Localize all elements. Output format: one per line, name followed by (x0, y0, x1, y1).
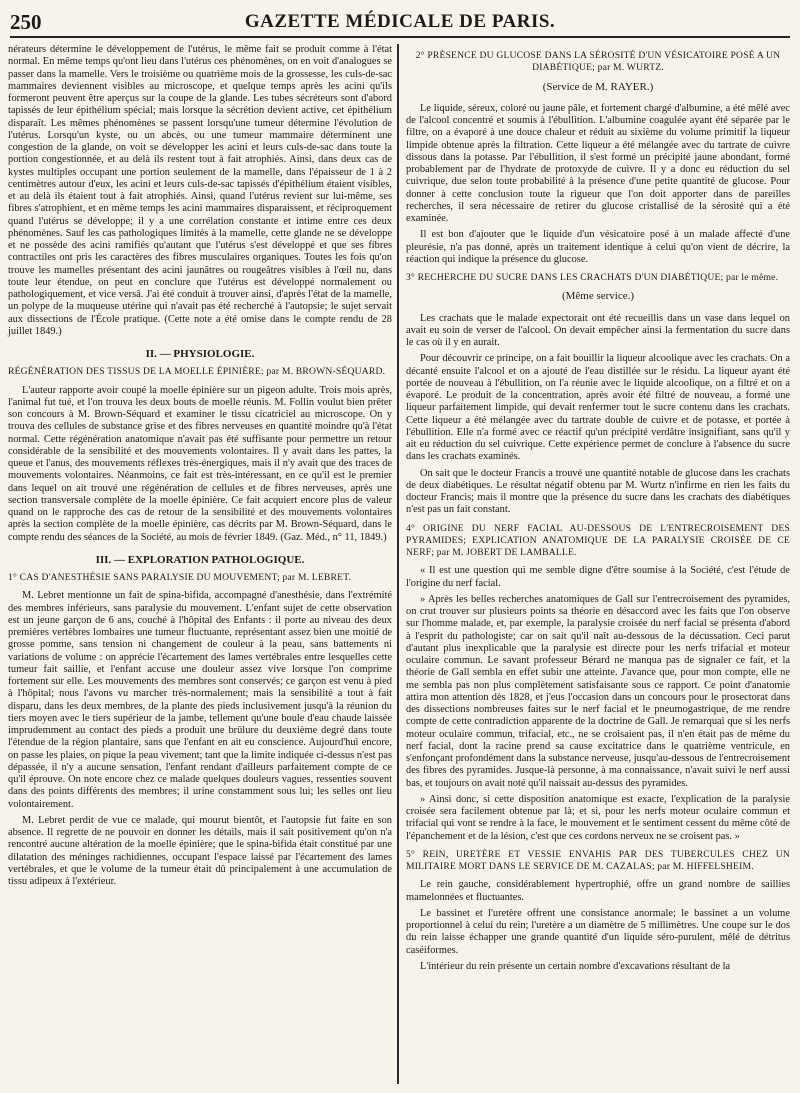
article-paragraph: Les crachats que le malade expectorait ont été recueillis dans un vase dans lequel on avait eu soin de verser de l'alcool. On devait empêcher ainsi la fermentation du sucre dans le cas où il y en aurait. (406, 312, 790, 348)
article-paragraph: « Il est une question qui me semble digne d'être soumise à la Société, c'est l'étude de l'origine du nerf facial. (406, 565, 790, 589)
left-column (8, 44, 392, 892)
article-paragraph: M. Lebret mentionne un fait de spina-bifida, accompagné d'anesthésie, dans l'extrémité des membres inférieurs, sans paralysie du mouvement. L'enfant sujet de cette observation est un jeune garçon de 6 ans, couché à l'hôpital des Enfants : il porte au niveau des deux premières vertèbres lombaires une tumeur fluctuante, représentant assez bien une moitié de grosse pomme, sans tension ni changement de couleur à la peau, sans battements ni variations de volume : on apprécie l'écartement des lames vertébrales entre lesquelles cette tumeur fait saillie, et l'enfant accuse une douleur assez vive lorsque l'on comprime fortement sur elle. Les mouvements des membres sont conservés; ce garçon est venu à pied à l'hôpital; nous l'avons vu marcher très-normalement; mais la sensibilité a tout à fait disparu, dans les deux membres, de la plante des pieds inclusivement jusqu'à la réunion du tiers moyen avec le tiers supérieur de la jambe, tellement qu'une boule d'eau chaude laissée imprudemment au contact des pieds a produit une brûlure du deuxième degré dans toute l'étendue de la région plantaire, sans que l'enfant en ait eu conscience. Aujourd'hui encore, on passe les plaies, on pique la peau vivement; tant que la limite indiquée ci-dessus n'est pas dépassée, il n'y a aucune sensation, l'enfant rendant d'ailleurs parfaitement compte de ce qu'il éprouve. On note encore chez ce malade quelques douleurs vagues, ressenties souvent dans des points différents des membres; il urine constamment sous lui; les selles ont lieu volontairement. (8, 590, 392, 810)
article-title-crachats: 3° RECHERCHE DU SUCRE DANS LES CRACHATS D'UN DIABÉTIQUE; par le même. (406, 272, 779, 283)
quoted-communication (406, 565, 790, 843)
article-paragraph: Pour découvrir ce principe, on a fait bouillir la liqueur alcoolique avec les crachats. On a décanté ensuite l'alcool et on a ajouté de l'eau distillée sur le résidu. La liqueur ayant été portée de nouveau à l'ébullition, on l'a réunie avec le liquide alcoolique, on a filtré et on a évaporé. Le produit de la concentration, après avoir été filtré de nouveau, a formé une liqueur parfaitement limpide, qui devait renfermer tout le sucre contenu dans les crachats. Cette liqueur a été mélangée avec du tartrate double de cuivre et de potasse, et portée à l'ébullition. Elle n'a formé avec ce réactif qu'un précipité verdâtre insignifiant, sans qu'il y ait eu réduction du sel cuivrique. Cette expérience permet de conclure à l'absence du sucre dans les crachats examinés. (406, 353, 790, 463)
article-paragraph: Le liquide, séreux, coloré ou jaune pâle, et fortement chargé d'albumine, a été mêlé avec de l'alcool concentré et soumis à l'ébullition. L'albumine coagulée ayant été séparée par le filtre, on a évaporé à une douce chaleur et réduit au sixième du volume primitif la liqueur limpide obtenue après la filtration. Cette liqueur a été mélangée avec du tartrate de cuivre dissous dans la potasse. Par l'ébullition, il s'est formé un précipité jaune abondant, formé probablement par de l'hydrate de protoxyde de cuivre. Il y a donc eu réduction du sel cuivrique, due selon toute probabilité à la présence d'une petite quantité de glucose. Pour donner à cette conclusion toute la rigueur que l'on doit apporter dans de pareilles recherches, il sera nécessaire de retirer du glucose cristallisé de la sérosité qui a été examinée. (406, 102, 790, 224)
article-paragraph: Il est bon d'ajouter que le liquide d'un vésicatoire posé à un malade affecté d'une pleurésie, n'a pas donné, après un traitement identique à celui qu'on vient de décrire, la réaction qui indique la présence du glucose. (406, 229, 790, 265)
page-number: 250 (10, 10, 42, 34)
article-paragraph: M. Lebret perdit de vue ce malade, qui mourut bientôt, et l'autopsie fut faite en son absence. Il regrette de ne pouvoir en donner les détails, mais il sait positivement qu'on n'a rencontré aucune altération de la moelle épinière; que le spina-bifida était constitué par une dilatation des méninges rachidiennes, occupant l'espace laissé par l'écartement des lames vertébrales, et que le volume de la tumeur était dû principalement à une accumulation de tissu adipeux à l'extérieur. (8, 814, 392, 887)
journal-title: GAZETTE MÉDICALE DE PARIS. (244, 11, 556, 32)
article-title-brown-sequard: RÉGÉNÉRATION DES TISSUS DE LA MOELLE ÉPINIÈRE; par M. BROWN-SÉQUARD. (8, 366, 386, 378)
page-header (10, 10, 790, 38)
service-note: (Service de M. RAYER.) (542, 80, 654, 93)
article-paragraph: On sait que le docteur Francis a trouvé une quantité notable de glucose dans les crachats de deux diabétiques. Le résultat négatif obtenu par M. Wurtz n'infirme en rien les faits du docteur Francis; mais il montre que la présence du sucre dans les crachats des diabétiques n'est pas un fait constant. (406, 467, 790, 516)
column-divider (397, 44, 399, 1084)
article-paragraph: » Ainsi donc, si cette disposition anatomique est exacte, l'explication de la paralysie croisée sera facilement obtenue par là; et si, pour les nerfs moteur oculaire commun et trifacial qui vont se rendre à la face, le mouvement et le sentiment cessent du même côté de l'épanchement et de la lésion, c'est que ces cordons nerveux ne se croisent pas. » (406, 793, 790, 842)
article-paragraph: » Après les belles recherches anatomiques de Gall sur l'entrecroisement des pyramides, on crut trouver sur plusieurs points sa théorie en désaccord avec les faits que l'on observe sur l'homme malade, et, par exemple, la paralysie croisée du nerf facial se présenta d'abord à l'esprit du pathologiste; car on sait qu'il naît au-dessous de la décussation. Ceci parut d'autant plus inexplicable que la paralysie est directe pour les nerfs trifacial et moteur oculaire commun. Le savant professeur Bérard ne manqua pas de signaler ce fait, et la théorie de Gall sembla en effet subir une atteinte. J'avance que, pour mon compte, elle ne me sembla pas non plus complètement satisfaisante sous ce rapport. Ce point d'anatomie attira mon attention dès 1828, et j'eus l'occasion dans un concours pour le prosectorat dans des dissections nombreuses faites sur le nerf facial et le pneumogastrique, de me rendre compte de cette contradiction apparente de la doctrine de Gall. Je remarquai que si les nerfs moteur oculaire commun, trifacial, etc., ne se croisaient pas, il n'en était pas de même du nerf facial, dont la racine prend sa cause excitatrice dans le quatrième ventricule, en s'enfonçant profondément dans la substance nerveuse, jusqu'au-dessous de l'entrecroisement des fibres des pyramides. Jusque-là personne, à ma connaissance, n'avait suivi le nerf aussi bas, et toujours on avait noté qu'il naissait au-dessus des pyramides. (406, 593, 790, 789)
section-heading-exploration: III. — EXPLORATION PATHOLOGIQUE. (95, 553, 305, 566)
right-column (406, 44, 790, 977)
service-note: (Même service.) (561, 290, 635, 303)
article-title-nerf-facial: 4° ORIGINE DU NERF FACIAL AU-DESSOUS DE L'ENTRECROISEMENT DES PYRAMIDES; EXPLICATION ANATOMIQUE DE LA PARALYSIE CROISÉE DE CE NERF; par M. JOBERT DE LAMBALLE. (406, 522, 790, 558)
article-paragraph: L'auteur rapporte avoir coupé la moelle épinière sur un pigeon adulte. Trois mois après, l'animal fut tué, et l'on trouva les deux bouts de moelle réunis. M. Follin voulut bien prêter son concours à M. Brown-Séquard et examiner le tissu cicatriciel au microscope. On y trouva des cellules de substance grise et des fibres nerveuses en quantité moindre qu'à l'état normal. Cette régénération anatomique n'avait pas été suffisante pour permettre un retour considérable de la sensibilité et des mouvements volontaires. Il y avait dans les pattes, la queue et l'anus, des mouvements réflexes très-énergiques, mais il n'y avait que des traces de mouvements volontaires. Néanmoins, ce fait est très-intéressant, en ce qu'il est le premier dans lequel on ait trouvé une régénération de cellules et de fibres nerveuses, après une section transversale complète de la moelle épinière. Ce fait acquiert encore plus de valeur quand on le rapproche des cas de retour de la sensibilité et des mouvements volontaires après la section complète de la moelle épinière, cas décrits par M. Brown-Séquard, dans le compte rendu des séances de la Société, au mois de février 1849. (Gaz. Méd., n° 11, 1849.) (8, 384, 392, 543)
section-heading-physiologie: II. — PHYSIOLOGIE. (145, 348, 255, 360)
article-paragraph: L'intérieur du rein présente un certain nombre d'excavations résultant de la (420, 960, 731, 972)
article-paragraph: Le rein gauche, considérablement hypertrophié, offre un grand nombre de saillies mamelonnées et fluctuantes. (406, 879, 790, 903)
article-title-wurtz-glucose: 2° PRÉSENCE DU GLUCOSE DANS LA SÉROSITÉ D'UN VÉSICATOIRE POSÉ A UN DIABÉTIQUE; par M. WURTZ. (415, 50, 781, 74)
article-paragraph: Le bassinet et l'uretère offrent une consistance anormale; le bassinet a un volume proportionnel à celui du rein; l'uretère a un diamètre de 5 millimètres. Une coupe sur le dos du rein laisse échapper une grande quantité d'un liquide séro-purulent, mêlé de détritus caséiformes. (406, 907, 790, 956)
intro-paragraph: nérateurs détermine le développement de l'utérus, le même fait se produit comme à l'état normal. En même temps qu'ont lieu dans l'utérus ces phénomènes, on en voit d'analogues se passer dans la mamelle. Vers le troisième ou quatrième mois de la grossesse, les culs-de-sac mammaires deviennent visibles au microscope, et quelque temps après les acini qu'ils formeront peuvent être aperçus sur la coupe de la glande. Les tubes sécréteurs sont d'abord tapissés de leur épithélium spécial; mais lorsque la sécrétion devient active, cet épithélium disparaît. Les mêmes phénomènes se passent lorsqu'une tumeur détermine l'évolution de l'utérus. Lorsqu'un kyste, ou un abcès, ou une tumeur mammaire déterminent une congestion de la glande, on voit se développer les acini et leurs culs-de-sac dans toute la portion congestionnée, et au delà ils restent tout à fait atrophiés. Ainsi, dans deux cas de kystes multiples occupant une portion seulement de la mamelle, dans l'épaisseur de 1 à 2 centimètres autour d'eux, les acini et leurs culs-de-sac tapissés d'épithélium étaient visibles, et au delà ils étaient tout à fait atrophiés. Ainsi, quand l'utérus revient sur lui-même, ses fibres s'atrophient, et en même temps les acini mammaires disparaissent, et réciproquement quand l'utérus se développe; il y a une corrélation constante et intime entre ces deux phénomènes. Sauf les cas pathologiques limités à la mamelle, cette glande ne se développe et ne possède des acini ramifiés qu'autant que l'utérus s'est développé et que ses fibres contractiles ont pris les caractères des fibres musculaires organiques. Toutes les fois qu'on trouve les mamelles présentant des acini jaunâtres ou rougeâtres visibles à l'œil nu, dans toute leur étendue, on peut en conclure que l'utérus est développé normalement ou pathologiquement, et vice versâ. J'ai été conduit à trouver ainsi, d'après l'état de la mamelle, un polype de la muqueuse utérine qui n'avait pas été recherché à l'autopsie; le sujet servait aux dissections de l'École pratique. (Cette note a été omise dans le compte rendu de 28 juillet 1849.) (8, 44, 392, 337)
article-title-lebret: 1° CAS D'ANESTHÉSIE SANS PARALYSIE DU MOUVEMENT; par M. LEBRET. (8, 572, 352, 583)
article-title-rein-tubercules: 5° REIN, URETÈRE ET VESSIE ENVAHIS PAR DES TUBERCULES CHEZ UN MILITAIRE MORT DANS LE SERVICE DE M. CAZALAS; par M. HIFFELSHEIM. (406, 848, 790, 872)
